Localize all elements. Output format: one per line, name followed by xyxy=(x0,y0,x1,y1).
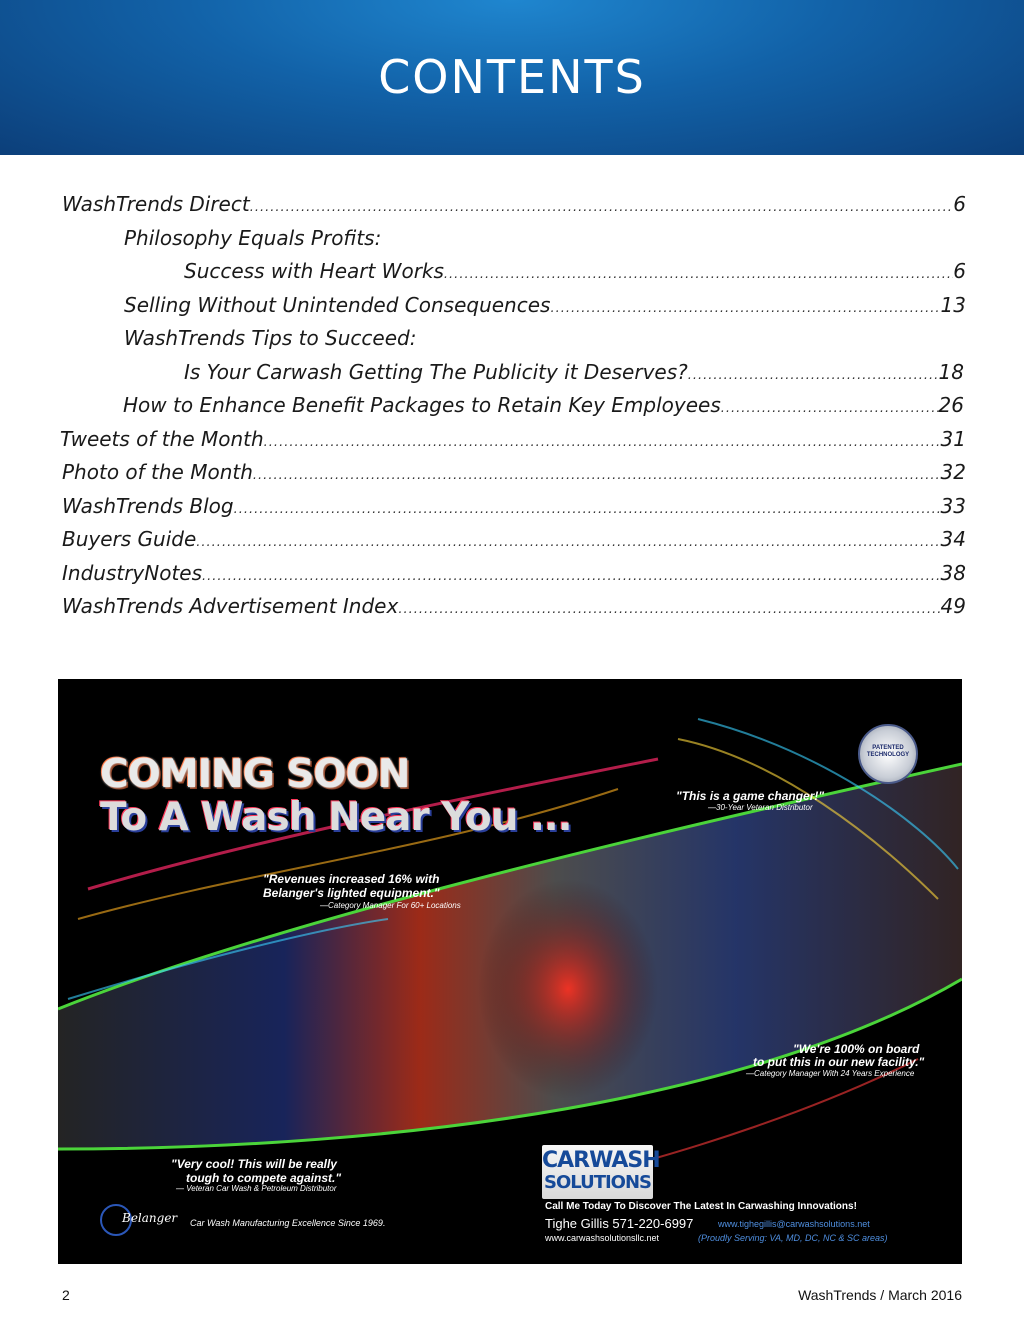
website-link[interactable]: www.carwashsolutionsllc.net xyxy=(545,1233,660,1243)
toc-entry-title: Buyers Guide xyxy=(62,527,197,551)
toc-entry-page: 34 xyxy=(940,527,966,551)
page-number: 2 xyxy=(62,1287,70,1303)
toc-entry-page: 26 xyxy=(938,393,964,417)
ad-cta: Call Me Today To Discover The Latest In Carwashing Innovations! xyxy=(545,1201,857,1212)
quote-2-text-2: Belanger's lighted equipment." xyxy=(263,886,440,900)
toc-entry-industry-notes[interactable] xyxy=(62,561,966,591)
belanger-tagline: Car Wash Manufacturing Excellence Since 1969. xyxy=(190,1218,386,1228)
toc-entry-selling-without[interactable] xyxy=(124,293,966,323)
toc-subheading-philosophy xyxy=(124,226,966,256)
toc-entry-success-heart-works[interactable] xyxy=(184,259,966,289)
toc-entry-page: 13 xyxy=(940,293,966,317)
toc-entry-title: WashTrends Tips to Succeed: xyxy=(124,326,417,350)
toc-entry-title: Is Your Carwash Getting The Publicity it Deserves? xyxy=(184,360,688,384)
toc-entry-page: 32 xyxy=(940,460,966,484)
toc-entry-title: WashTrends Direct xyxy=(62,192,250,216)
belanger-logo: Belanger xyxy=(122,1211,178,1225)
toc-entry-page: 33 xyxy=(940,494,966,518)
publication-issue: WashTrends / March 2016 xyxy=(798,1287,962,1303)
logo-line1: CARWASH xyxy=(542,1148,660,1173)
quote-3-text-2: to put this in our new facility." xyxy=(753,1055,925,1069)
toc-entry-ad-index[interactable] xyxy=(62,594,966,624)
toc-entry-page: 6 xyxy=(953,192,966,216)
toc-entry-title: WashTrends Advertisement Index xyxy=(62,594,399,618)
quote-3-text: "We're 100% on board xyxy=(793,1042,920,1056)
toc-entry-publicity[interactable] xyxy=(184,360,964,390)
toc-entry-title: IndustryNotes xyxy=(62,561,203,585)
toc-entry-benefit-packages[interactable] xyxy=(123,393,964,423)
quote-4-attribution: — Veteran Car Wash & Petroleum Distributor xyxy=(176,1184,337,1193)
contact-name-phone: Tighe Gillis 571-220-6997 xyxy=(545,1216,694,1231)
red-brush-glow xyxy=(478,879,658,1099)
header-band xyxy=(0,0,1024,155)
toc-entry-photo[interactable] xyxy=(62,460,966,490)
toc-entry-washtrends-direct[interactable] xyxy=(62,192,966,222)
quote-4-text-2: tough to compete against." xyxy=(186,1171,342,1185)
quote-2-attribution: —Category Manager For 60+ Locations xyxy=(320,901,461,910)
toc-entry-tweets[interactable] xyxy=(60,427,966,457)
toc-entry-title: Selling Without Unintended Consequences xyxy=(124,293,551,317)
quote-2-text: "Revenues increased 16% with xyxy=(263,872,440,886)
seal-label: PATENTED TECHNOLOGY xyxy=(866,745,910,758)
toc-entry-title: WashTrends Blog xyxy=(62,494,234,518)
toc-entry-title: Philosophy Equals Profits: xyxy=(124,226,382,250)
ad-headline-line2: To A Wash Near You ... xyxy=(100,795,572,840)
advertisement-carwash-solutions[interactable] xyxy=(58,679,962,1264)
ad-headline-line1: COMING SOON xyxy=(100,752,410,797)
service-area: (Proudly Serving: VA, MD, DC, NC & SC areas) xyxy=(698,1233,888,1243)
toc-entry-title: Success with Heart Works xyxy=(184,259,444,283)
quote-1-attribution: —30-Year Veteran Distributor xyxy=(708,803,813,812)
toc-entry-blog[interactable] xyxy=(62,494,966,524)
toc-entry-title: Tweets of the Month xyxy=(60,427,264,451)
toc-entry-buyers-guide[interactable] xyxy=(62,527,966,557)
toc-entry-title: How to Enhance Benefit Packages to Retain Key Employees xyxy=(123,393,721,417)
quote-3-attribution: —Category Manager With 24 Years Experience xyxy=(746,1069,915,1078)
toc-entry-page: 6 xyxy=(953,259,966,283)
toc-entry-page: 49 xyxy=(940,594,966,618)
quote-4-text: "Very cool! This will be really xyxy=(171,1157,337,1171)
logo-line2: SOLUTIONS xyxy=(543,1172,651,1193)
page-title: CONTENTS xyxy=(378,50,646,104)
toc-entry-page: 38 xyxy=(940,561,966,585)
toc-subheading-tips xyxy=(124,326,966,356)
contact-email-link[interactable]: www.tighegillis@carwashsolutions.net xyxy=(718,1219,870,1229)
toc-entry-title: Photo of the Month xyxy=(62,460,253,484)
toc-entry-page: 31 xyxy=(940,427,966,451)
quote-1-text: "This is a game changer!" xyxy=(676,789,825,803)
toc-entry-page: 18 xyxy=(938,360,964,384)
carwash-solutions-logo xyxy=(542,1145,660,1199)
patented-technology-seal xyxy=(858,724,918,784)
